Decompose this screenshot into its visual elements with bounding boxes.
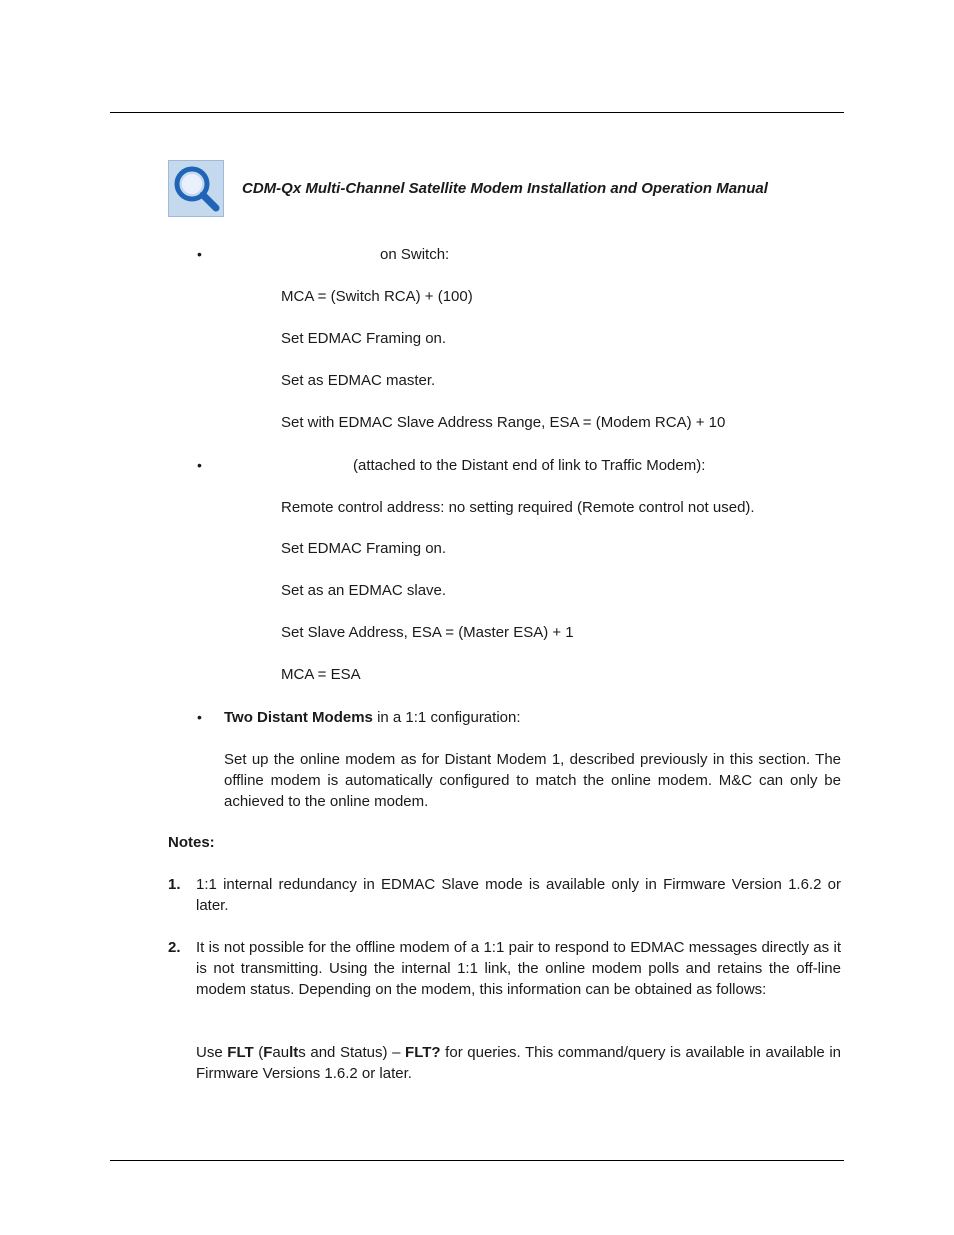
notes-heading-text: Notes: bbox=[168, 834, 215, 851]
distant-lead: (attached to the Distant end of link to Traffic Modem): bbox=[353, 457, 706, 474]
note-number-text: 1. bbox=[168, 876, 181, 893]
switch-item: Set with EDMAC Slave Address Range, ESA = (Modem RCA) + 10 bbox=[281, 414, 726, 431]
switch-lead: on Switch: bbox=[380, 246, 450, 263]
note-text: 1:1 internal redundancy in EDMAC Slave mode is available only in Firmware Version 1.6.2 or later. bbox=[196, 876, 841, 914]
switch-item: Set as EDMAC master. bbox=[281, 372, 436, 389]
bullet: • bbox=[197, 457, 202, 473]
reference-title: CDM-Qx Multi-Channel Satellite Modem Installation and Operation Manual bbox=[242, 180, 768, 197]
two-distant-body: Set up the online modem as for Distant Modem 1, described previously in this section. The offline modem is automatically configured to match the online modem. M&C can only be achieved to the online modem. bbox=[224, 751, 841, 810]
cmd-status: s and Status) – bbox=[298, 1044, 406, 1061]
note-number-text: 2. bbox=[168, 939, 181, 956]
cmd-f: F bbox=[263, 1044, 273, 1061]
cmd-au: au bbox=[272, 1044, 290, 1061]
note-number bbox=[168, 937, 181, 958]
distant-item: Set EDMAC Framing on. bbox=[281, 540, 447, 557]
cmd-flt: FLT bbox=[227, 1044, 254, 1061]
cmd-paren: ( bbox=[253, 1044, 264, 1061]
bullet: • bbox=[197, 709, 202, 725]
two-distant-label-bold: Two Distant Modems bbox=[224, 709, 373, 726]
bullet: • bbox=[197, 246, 202, 262]
magnifier-icon bbox=[168, 160, 224, 217]
note-command bbox=[196, 1042, 841, 1084]
note-text: It is not possible for the offline modem of a 1:1 pair to respond to EDMAC messages directly as it is not transmitting. Using the internal 1:1 link, the online modem polls and retains the off-line modem status. Depending on the modem, this information can be obtained as follows: bbox=[196, 939, 841, 998]
cmd-t: t bbox=[293, 1044, 299, 1061]
distant-item: Remote control address: no setting required (Remote control not used). bbox=[281, 499, 755, 516]
footer-rule bbox=[110, 1160, 844, 1161]
switch-item: Set EDMAC Framing on. bbox=[281, 330, 447, 347]
two-distant-label-rest: in a 1:1 configuration: bbox=[372, 709, 521, 726]
switch-item: MCA = (Switch RCA) + (100) bbox=[281, 288, 473, 305]
distant-item: Set Slave Address, ESA = (Master ESA) + 1 bbox=[281, 624, 574, 641]
header-rule bbox=[110, 112, 844, 113]
two-distant-label bbox=[224, 707, 521, 728]
distant-item: Set as an EDMAC slave. bbox=[281, 582, 447, 599]
note-number bbox=[168, 874, 181, 895]
cmd-fltq: FLT? bbox=[405, 1044, 441, 1061]
cmd-use: Use bbox=[196, 1044, 228, 1061]
notes-heading bbox=[168, 832, 215, 853]
cmd-l: l bbox=[289, 1044, 294, 1061]
cmd-tail: for queries. This command/query is available in available in Firmware Versions 1.6.2 or later. bbox=[196, 1044, 842, 1082]
distant-item: MCA = ESA bbox=[281, 666, 361, 683]
